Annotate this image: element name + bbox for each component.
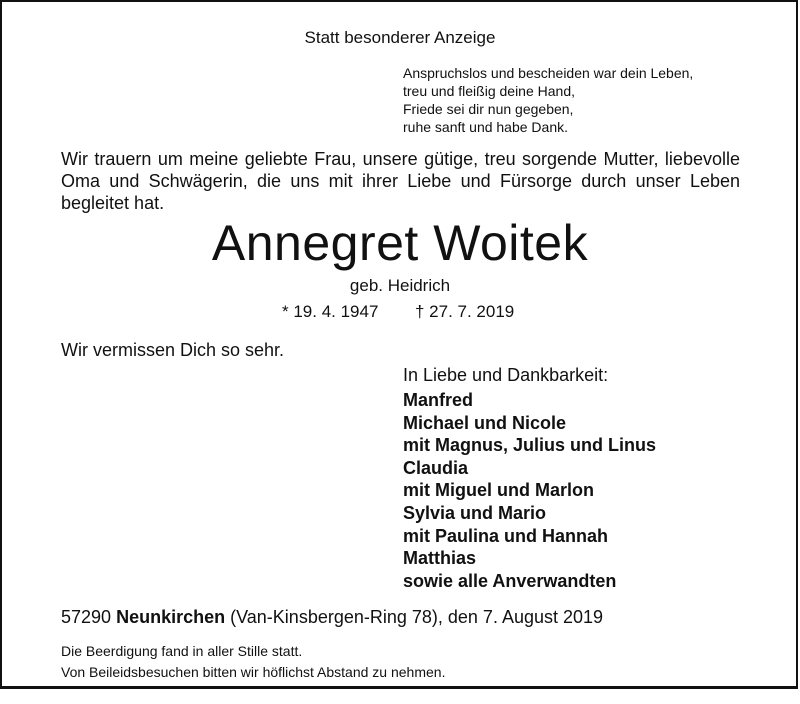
notice-header: Statt besonderer Anzeige (304, 28, 496, 47)
family-member: Manfred (403, 390, 474, 410)
miss-line: Wir vermissen Dich so sehr. (61, 340, 285, 360)
poem-line: treu und fleißig deine Hand, (403, 83, 575, 99)
intro-text (61, 148, 740, 214)
zip-code: 57290 (61, 607, 112, 627)
family-member: mit Miguel und Marlon (403, 480, 594, 501)
deceased-name: Annegret Woitek (211, 215, 589, 271)
death-date: † 27. 7. 2019 (415, 302, 515, 321)
family-member: Matthias (403, 548, 477, 569)
family-member: mit Magnus, Julius und Linus (403, 435, 657, 456)
note-line: Die Beerdigung fand in aller Stille statt. (61, 643, 303, 659)
notes (61, 641, 445, 683)
birth-date: * 19. 4. 1947 (282, 302, 379, 321)
thanks-line: In Liebe und Dankbarkeit: (403, 365, 609, 385)
family-member: Sylvia und Mario (403, 502, 547, 523)
town: Neunkirchen (116, 607, 226, 627)
poem (403, 64, 693, 136)
poem-line: ruhe sanft und habe Dank. (403, 119, 569, 135)
family-member: sowie alle Anverwandten (403, 570, 617, 591)
intro-line: Wir trauern um meine geliebte Frau, unsere gütige, treu sorgende Mutter, liebevolle (61, 149, 740, 169)
address-and-date: (Van-Kinsbergen-Ring 78), den 7. August 2019 (230, 607, 604, 627)
poem-line: Anspruchslos und bescheiden war dein Leben, (403, 65, 694, 81)
intro-line: Oma und Schwägerin, die uns mit ihrer Liebe und Fürsorge durch unser Leben (61, 171, 740, 191)
place-and-date (61, 607, 603, 628)
family-list (403, 389, 656, 592)
family-member: Claudia (403, 457, 469, 478)
family-member: mit Paulina und Hannah (403, 525, 609, 546)
poem-line: Friede sei dir nun gegeben, (403, 101, 574, 117)
family-member: Michael und Nicole (403, 412, 567, 433)
intro-line: begleitet hat. (61, 193, 165, 213)
note-line: Von Beileidsbesuchen bitten wir höflichst Abstand zu nehmen. (61, 664, 446, 680)
maiden-name: geb. Heidrich (349, 276, 451, 295)
